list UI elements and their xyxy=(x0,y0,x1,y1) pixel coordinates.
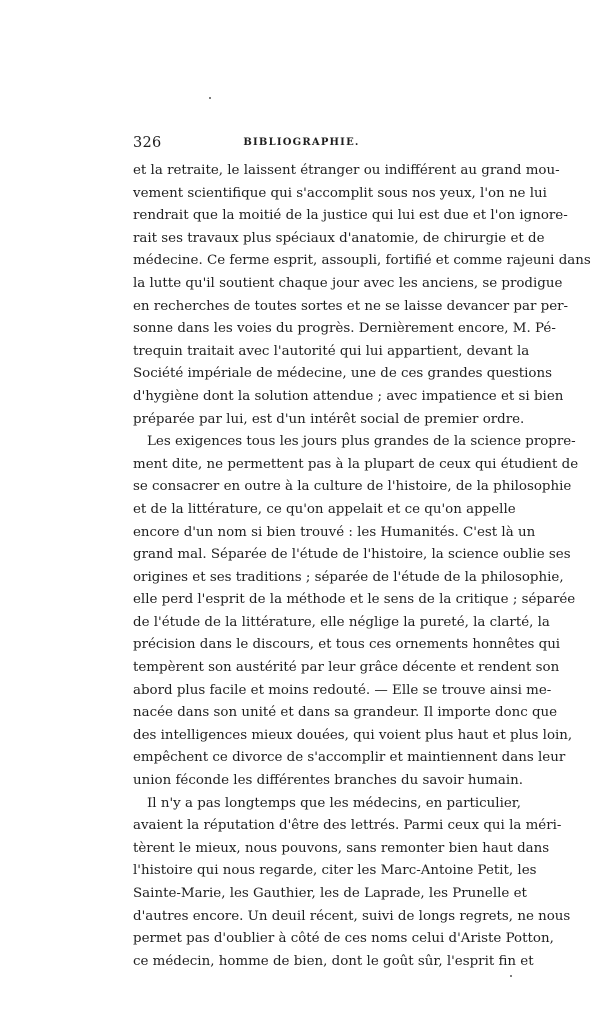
text-line: permet pas d'oublier à côté de ces noms celui d'Ariste Potton, xyxy=(133,931,554,947)
text-line: avaient la réputation d'être des lettrés. Parmi ceux qui la méri- xyxy=(133,818,562,834)
text-line: ce médecin, homme de bien, dont le goût sûr, l'esprit fin et xyxy=(133,953,534,969)
text-line: abord plus facile et moins redouté. — Elle se trouve ainsi me- xyxy=(133,682,552,698)
text-line: encore d'un nom si bien trouvé : les Humanités. C'est là un xyxy=(133,524,536,540)
text-line: sonne dans les voies du progrès. Dernièrement encore, M. Pé- xyxy=(133,321,556,337)
text-line: médecine. Ce ferme esprit, assoupli, fortifié et comme rajeuni dans xyxy=(133,253,591,269)
page-header xyxy=(133,135,470,153)
ink-speck xyxy=(209,97,211,99)
text-line: de l'étude de la littérature, elle néglige la pureté, la clarté, la xyxy=(133,614,550,630)
text-line: Les exigences tous les jours plus grandes de la science propre- xyxy=(147,434,576,450)
text-line: d'autres encore. Un deuil récent, suivi de longs regrets, ne nous xyxy=(133,908,571,924)
text-line: empêchent ce divorce de s'accomplir et maintiennent dans leur xyxy=(133,750,566,766)
text-line: trequin traitait avec l'autorité qui lui appartient, devant la xyxy=(133,343,530,359)
body-text xyxy=(133,160,591,973)
text-line: préparée par lui, est d'un intérêt social de premier ordre. xyxy=(133,411,525,427)
text-line: des intelligences mieux douées, qui voient plus haut et plus loin, xyxy=(133,727,573,743)
text-line: et de la littérature, ce qu'on appelait et ce qu'on appelle xyxy=(133,501,516,517)
text-line: rait ses travaux plus spéciaux d'anatomie, de chirurgie et de xyxy=(133,230,545,246)
text-line: grand mal. Séparée de l'étude de l'histoire, la science oublie ses xyxy=(133,547,571,563)
text-line: rendrait que la moitié de la justice qui lui est due et l'on ignore- xyxy=(133,208,568,224)
text-line: origines et ses traditions ; séparée de l'étude de la philosophie, xyxy=(133,569,564,585)
running-title: BIBLIOGRAPHIE. xyxy=(243,137,360,148)
text-line: elle perd l'esprit de la méthode et le sens de la critique ; séparée xyxy=(133,592,576,608)
text-line: tèrent le mieux, nous pouvons, sans remonter bien haut dans xyxy=(133,840,550,856)
text-line: se consacrer en outre à la culture de l'histoire, de la philosophie xyxy=(133,479,572,495)
text-line: nacée dans son unité et dans sa grandeur. Il importe donc que xyxy=(133,705,558,721)
page-number: 326 xyxy=(133,135,162,151)
text-line: d'hygiène dont la solution attendue ; avec impatience et si bien xyxy=(133,388,564,404)
text-line: en recherches de toutes sortes et ne se laisse devancer par per- xyxy=(133,298,569,314)
text-line: Il n'y a pas longtemps que les médecins, en particulier, xyxy=(147,795,521,811)
text-line: la lutte qu'il soutient chaque jour avec les anciens, se prodigue xyxy=(133,275,563,291)
text-line: vement scientifique qui s'accomplit sous nos yeux, l'on ne lui xyxy=(133,185,547,201)
text-line: union féconde les différentes branches du savoir humain. xyxy=(133,773,524,789)
text-line: ment dite, ne permettent pas à la plupart de ceux qui étudient de xyxy=(133,456,579,472)
text-line: et la retraite, le laissent étranger ou indifférent au grand mou- xyxy=(133,163,560,178)
text-line: tempèrent son austérité par leur grâce décente et rendent son xyxy=(133,660,560,676)
text-line: Sainte-Marie, les Gauthier, les de Laprade, les Prunelle et xyxy=(133,886,527,901)
ink-speck xyxy=(510,975,512,977)
text-line: l'histoire qui nous regarde, citer les Marc-Antoine Petit, les xyxy=(133,863,537,879)
text-line: Société impériale de médecine, une de ces grandes questions xyxy=(133,366,552,382)
text-line: précision dans le discours, et tous ces ornements honnêtes qui xyxy=(133,637,561,653)
